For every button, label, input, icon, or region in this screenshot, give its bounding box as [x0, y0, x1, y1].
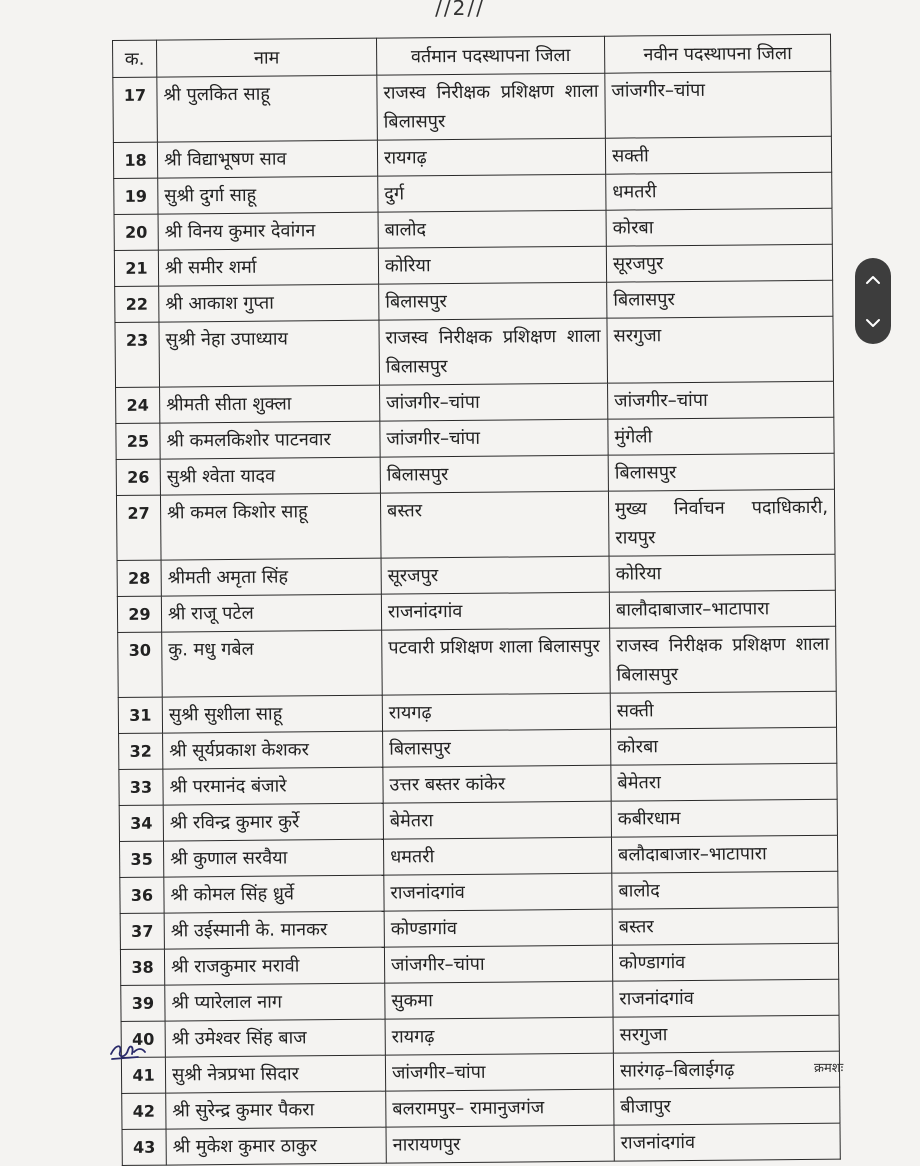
current-posting-cell: सुकमा: [385, 981, 613, 1019]
serial-cell: 43: [122, 1129, 166, 1165]
name-cell: श्री उमेश्वर सिंह बाज: [165, 1019, 385, 1057]
document-sheet: [112, 34, 840, 1166]
new-posting-cell: जांजगीर–चांपा: [605, 71, 832, 138]
current-posting-cell: पटवारी प्रशिक्षण शाला बिलासपुर: [382, 628, 611, 695]
new-posting-cell: बीजापुर: [614, 1087, 840, 1125]
table-header-row: [113, 34, 831, 77]
new-posting-cell: कबीरधाम: [611, 799, 837, 837]
new-posting-cell: सारंगढ़–बिलाईगढ़: [613, 1051, 839, 1089]
current-posting-cell: कोरिया: [378, 246, 606, 284]
chevron-up-icon: [865, 275, 881, 285]
current-posting-cell: बिलासपुर: [379, 282, 607, 320]
serial-cell: 33: [119, 769, 163, 805]
new-posting-cell: सूरजपुर: [606, 244, 832, 282]
header-new-posting: नवीन पदस्थापना जिला: [604, 34, 830, 73]
new-posting-cell: राजनांदगांव: [613, 979, 839, 1017]
new-posting-cell: सक्ती: [605, 136, 831, 174]
serial-cell: 32: [119, 733, 163, 769]
current-posting-cell: बेमेतरा: [383, 801, 611, 839]
name-cell: श्री सुरेन्द्र कुमार पैकरा: [166, 1091, 386, 1129]
serial-cell: 26: [116, 459, 160, 495]
new-posting-cell: बिलासपुर: [607, 280, 833, 318]
serial-cell: 18: [113, 142, 157, 178]
current-posting-cell: रायगढ़: [385, 1017, 613, 1055]
chevron-down-icon: [865, 318, 881, 328]
table-row: [121, 1015, 839, 1057]
name-cell: सुश्री नेत्रप्रभा सिदार: [165, 1055, 385, 1093]
new-posting-cell: सक्ती: [610, 691, 836, 729]
name-cell: श्री राजकुमार मरावी: [164, 947, 384, 985]
table-row: [116, 489, 835, 560]
current-posting-cell: धमतरी: [383, 837, 611, 875]
name-cell: श्रीमती अमृता सिंह: [161, 558, 381, 596]
name-cell: श्री कमल किशोर साहू: [160, 493, 381, 560]
new-posting-cell: मुंगेली: [608, 417, 834, 455]
new-posting-cell: कोरबा: [606, 208, 832, 246]
table-row: [119, 763, 837, 805]
current-posting-cell: बिलासपुर: [383, 729, 611, 767]
name-cell: श्री समीर शर्मा: [158, 248, 378, 286]
new-posting-cell: जांजगीर–चांपा: [608, 381, 834, 419]
serial-cell: 27: [116, 495, 161, 560]
new-posting-cell: बेमेतरा: [611, 763, 837, 801]
serial-cell: 40: [121, 1021, 165, 1057]
new-posting-cell: बिलासपुर: [608, 453, 834, 491]
table-row: [120, 907, 838, 949]
table-row: [118, 691, 836, 733]
page-number: //2//: [435, 0, 485, 20]
current-posting-cell: राजस्व निरीक्षक प्रशिक्षण शाला बिलासपुर: [377, 73, 606, 140]
signature-initials: [108, 1040, 148, 1062]
name-cell: श्री राजू पटेल: [161, 594, 381, 632]
table-row: [115, 280, 833, 322]
name-cell: श्री मुकेश कुमार ठाकुर: [166, 1127, 386, 1165]
serial-cell: 31: [118, 697, 162, 733]
serial-cell: 23: [115, 322, 160, 387]
name-cell: कु. मधु गबेल: [162, 630, 383, 697]
table-row: [113, 136, 831, 178]
new-posting-cell: बस्तर: [612, 907, 838, 945]
name-cell: श्री कमलकिशोर पाटनवार: [160, 421, 380, 459]
header-current-posting: वर्तमान पदस्थापना जिला: [376, 36, 604, 75]
serial-cell: 24: [116, 387, 160, 423]
name-cell: श्री कुणाल सरवैया: [163, 839, 383, 877]
table-row: [117, 590, 835, 632]
current-posting-cell: नारायणपुर: [386, 1125, 614, 1163]
current-posting-cell: उत्तर बस्तर कांकेर: [383, 765, 611, 803]
name-cell: श्री प्यारेलाल नाग: [165, 983, 385, 1021]
serial-cell: 28: [117, 560, 161, 596]
new-posting-cell: कोण्डागांव: [612, 943, 838, 981]
table-row: [119, 799, 837, 841]
serial-cell: 41: [121, 1057, 165, 1093]
current-posting-cell: राजनांदगांव: [384, 873, 612, 911]
name-cell: सुश्री सुशीला साहू: [162, 695, 382, 733]
table-row: [120, 871, 838, 913]
current-posting-cell: दुर्ग: [378, 174, 606, 212]
current-posting-cell: बस्तर: [380, 491, 609, 558]
serial-cell: 29: [117, 596, 161, 632]
table-row: [114, 172, 832, 214]
serial-cell: 21: [114, 250, 158, 286]
table-row: [113, 71, 832, 142]
new-posting-cell: मुख्य निर्वाचन पदाधिकारी, रायपुर: [608, 489, 835, 556]
current-posting-cell: जांजगीर–चांपा: [385, 1053, 613, 1091]
table-row: [119, 727, 837, 769]
current-posting-cell: राजनांदगांव: [381, 592, 609, 630]
name-cell: श्री सूर्यप्रकाश केशकर: [163, 731, 383, 769]
new-posting-cell: कोरिया: [609, 554, 835, 592]
serial-cell: 19: [114, 178, 158, 214]
name-cell: श्री पुलकित साहू: [157, 75, 378, 142]
current-posting-cell: बालोद: [378, 210, 606, 248]
table-row: [122, 1087, 840, 1129]
table-row: [120, 943, 838, 985]
scroll-control: [855, 258, 891, 344]
name-cell: श्री विद्याभूषण साव: [157, 140, 377, 178]
continued-label: क्रमशः: [814, 1061, 844, 1076]
serial-cell: 34: [119, 805, 163, 841]
new-posting-cell: राजस्व निरीक्षक प्रशिक्षण शाला बिलासपुर: [610, 626, 837, 693]
name-cell: सुश्री श्वेता यादव: [160, 457, 380, 495]
new-posting-cell: बालोद: [612, 871, 838, 909]
new-posting-cell: बलौदाबाजार–भाटापारा: [611, 835, 837, 873]
current-posting-cell: बिलासपुर: [380, 455, 608, 493]
serial-cell: 20: [114, 214, 158, 250]
table-row: [121, 979, 839, 1021]
serial-cell: 37: [120, 913, 164, 949]
table-row: [116, 381, 834, 423]
serial-cell: 17: [113, 77, 158, 142]
name-cell: श्री परमानंद बंजारे: [163, 767, 383, 805]
current-posting-cell: जांजगीर–चांपा: [380, 383, 608, 421]
new-posting-cell: राजनांदगांव: [614, 1123, 840, 1161]
name-cell: श्री विनय कुमार देवांगन: [158, 212, 378, 250]
transfer-table: [112, 34, 844, 1166]
serial-cell: 42: [122, 1093, 166, 1129]
new-posting-cell: सरगुजा: [613, 1015, 839, 1053]
serial-cell: 39: [121, 985, 165, 1021]
new-posting-cell: बालौदाबाजार–भाटापारा: [609, 590, 835, 628]
scroll-up-button[interactable]: [855, 260, 891, 300]
serial-cell: 22: [115, 286, 159, 322]
table-row: [114, 208, 832, 250]
serial-cell: 25: [116, 423, 160, 459]
current-posting-cell: जांजगीर–चांपा: [380, 419, 608, 457]
current-posting-cell: कोण्डागांव: [384, 909, 612, 947]
name-cell: श्री कोमल सिंह ध्रुर्वे: [164, 875, 384, 913]
name-cell: श्री उईस्मानी के. मानकर: [164, 911, 384, 949]
header-name: नाम: [157, 38, 377, 77]
table-row: [121, 1051, 839, 1093]
name-cell: श्री रविन्द्र कुमार कुर्रे: [163, 803, 383, 841]
table-row: [117, 554, 835, 596]
table-row: [118, 626, 837, 697]
new-posting-cell: सरगुजा: [607, 316, 834, 383]
current-posting-cell: जांजगीर–चांपा: [384, 945, 612, 983]
new-posting-cell: धमतरी: [606, 172, 832, 210]
serial-cell: 35: [119, 841, 163, 877]
name-cell: श्रीमती सीता शुक्ला: [160, 385, 380, 423]
serial-cell: 30: [118, 632, 163, 697]
current-posting-cell: सूरजपुर: [381, 556, 609, 594]
current-posting-cell: राजस्व निरीक्षक प्रशिक्षण शाला बिलासपुर: [379, 318, 608, 385]
table-row: [114, 244, 832, 286]
table-row: [116, 417, 834, 459]
name-cell: सुश्री नेहा उपाध्याय: [159, 320, 380, 387]
serial-cell: 36: [120, 877, 164, 913]
current-posting-cell: रायगढ़: [377, 138, 605, 176]
table-row: [122, 1123, 840, 1165]
table-row: [119, 835, 837, 877]
serial-cell: 38: [120, 949, 164, 985]
name-cell: श्री आकाश गुप्ता: [159, 284, 379, 322]
table-row: [115, 316, 834, 387]
table-row: [116, 453, 834, 495]
name-cell: सुश्री दुर्गा साहू: [158, 176, 378, 214]
header-serial: क.: [113, 40, 157, 77]
current-posting-cell: बलरामपुर– रामानुजगंज: [386, 1089, 614, 1127]
new-posting-cell: कोरबा: [611, 727, 837, 765]
current-posting-cell: रायगढ़: [382, 693, 610, 731]
scroll-down-button[interactable]: [855, 303, 891, 343]
